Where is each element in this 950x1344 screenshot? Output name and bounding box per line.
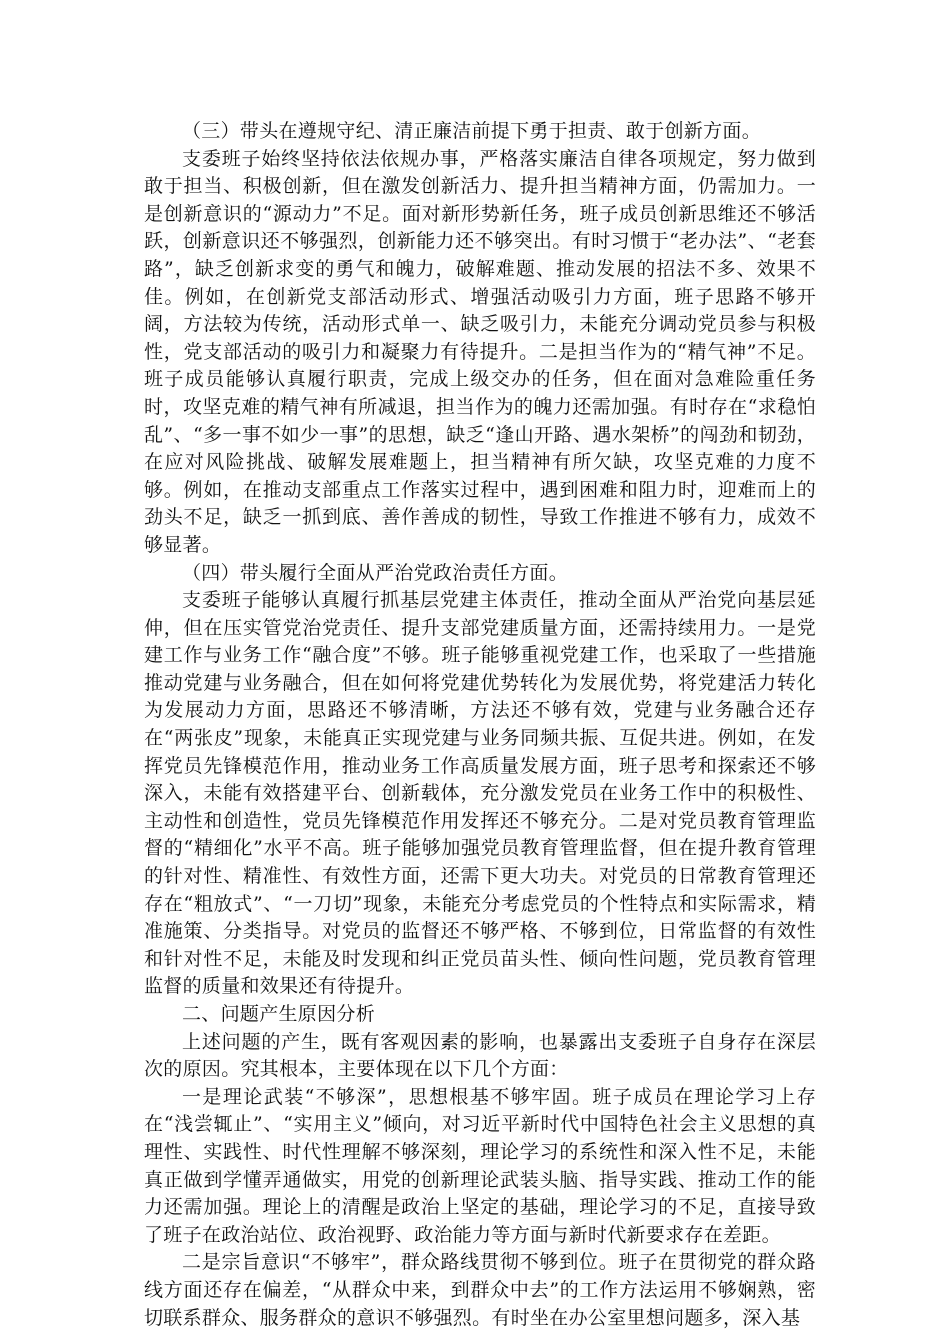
body-paragraph-party-building: 支委班子能够认真履行抓基层党建主体责任，推动全面从严治党向基层延伸，但在压实管党治党责任、提升支部党建质量方面，还需持续用力。一是党建工作与业务工作“融合度”不够。班子能够重视党建工作，也采取了一些措施推动党建与业务融合，但在如何将党建优势转化为发展优势，将党建活力转化为发展动力方面，思路还不够清晰，方法还不够有效，党建与业务融合还存在“两张皮”现象，未能真正实现党建与业务同频共振、互促共进。例如，在发挥党员先锋模范作用，推动业务工作高质量发展方面，班子思考和探索还不够深入，未能有效搭建平台、创新载体，充分激发党员在业务工作中的积极性、主动性和创造性，党员先锋模范作用发挥还不够充分。二是对党员教育管理监督的“精细化”水平不高。班子能够加强党员教育管理监督，但在提升教育管理的针对性、精准性、有效性方面，还需下更大功夫。对党员的日常教育管理还存在“粗放式”、“一刀切”现象，未能充分考虑党员的个性特点和实际需求，精准施策、分类指导。对党员的监督还不够严格、不够到位，日常监督的有效性和针对性不足，未能及时发现和纠正党员苗头性、倾向性问题，党员教育管理监督的质量和效果还有待提升。: [144, 589, 816, 998]
section-heading-four: （四）带头履行全面从严治党政治责任方面。: [182, 561, 569, 584]
body-paragraph-intro: 上述问题的产生，既有客观因素的影响，也暴露出支委班子自身存在深层次的原因。究其根本，主要体现在以下几个方面：: [144, 1030, 816, 1081]
section-heading-three: （三）带头在遵规守纪、清正廉洁前提下勇于担责、敢于创新方面。: [182, 120, 762, 142]
document-page: [144, 118, 816, 1332]
body-paragraph-purpose: 二是宗旨意识“不够牢”，群众路线贯彻不够到位。班子在贯彻党的群众路线方面还存在偏差，“从群众中来，到群众中去”的工作方法运用不够娴熟，密切联系群众、服务群众的意识不够强烈。有时坐在办公室里想问题多，深入基: [144, 1251, 816, 1329]
body-paragraph-innovation: 支委班子始终坚持依法依规办事，严格落实廉洁自律各项规定，努力做到敢于担当、积极创新，但在激发创新活力、提升担当精神方面，仍需加力。一是创新意识的“源动力”不足。面对新形势新任务，班子成员创新思维还不够活跃，创新意识还不够强烈，创新能力还不够突出。有时习惯于“老办法”、“老套路”，缺乏创新求变的勇气和魄力，破解难题、推动发展的招法不多、效果不佳。例如，在创新党支部活动形式、增强活动吸引力方面，班子思路不够开阔，方法较为传统，活动形式单一、缺乏吸引力，未能充分调动党员参与积极性，党支部活动的吸引力和凝聚力有待提升。二是担当作为的“精气神”不足。班子成员能够认真履行职责，完成上级交办的任务，但在面对急难险重任务时，攻坚克难的精气神有所减退，担当作为的魄力还需加强。有时存在“求稳怕乱”、“多一事不如少一事”的思想，缺乏“逢山开路、遇水架桥”的闯劲和韧劲，在应对风险挑战、破解发展难题上，担当精神有所欠缺，攻坚克难的力度不够。例如，在推动支部重点工作落实过程中，遇到困难和阻力时，迎难而上的劲头不足，缺乏一抓到底、善作善成的韧性，导致工作推进不够有力，成效不够显著。: [144, 147, 816, 556]
body-paragraph-theory: 一是理论武装“不够深”，思想根基不够牢固。班子成员在理论学习上存在“浅尝辄止”、“实用主义”倾向，对习近平新时代中国特色社会主义思想的真理性、实践性、时代性理解不够深刻，理论学习的系统性和深入性不足，未能真正做到学懂弄通做实，用党的创新理论武装头脑、指导实践、推动工作的能力还需加强。理论上的清醒是政治上坚定的基础，理论学习的不足，直接导致了班子在政治站位、政治视野、政治能力等方面与新时代新要求存在差距。: [144, 1085, 816, 1246]
section-heading-cause-analysis: 二、问题产生原因分析: [182, 1003, 376, 1025]
